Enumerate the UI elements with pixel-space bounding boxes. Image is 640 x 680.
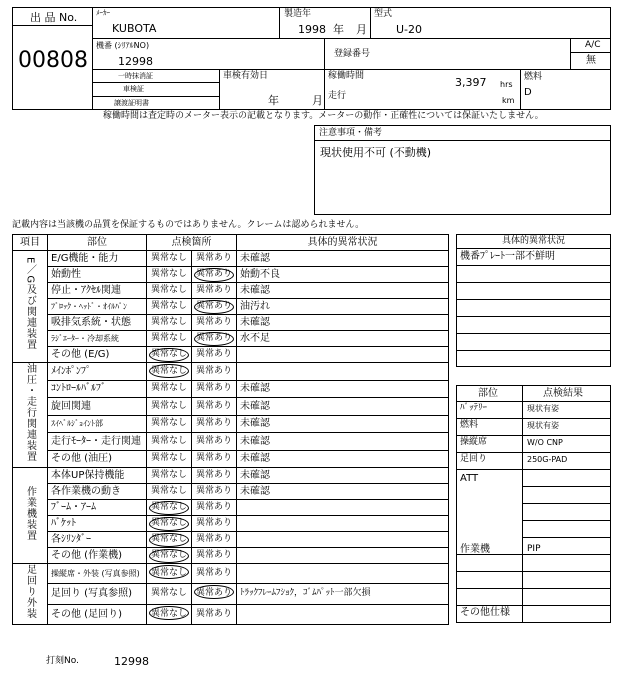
result-part: 燃料 (460, 420, 479, 430)
inspection-label: 車検有効日 (223, 71, 269, 81)
work-label: 作業機 (460, 544, 490, 555)
abnormal-cell: 異常あり (192, 604, 237, 624)
insp-year-unit: 年 (268, 94, 279, 107)
group-label (13, 251, 48, 363)
check-row (13, 516, 449, 532)
abnormal-cell: 異常あり (192, 415, 237, 433)
detail-cell: 未確認 (237, 315, 449, 331)
month-unit: 月 (356, 23, 367, 36)
selected-circle (194, 332, 234, 346)
normal-cell: 異常なし (147, 331, 192, 347)
remarks-text: 現状使用不可 (不動機) (320, 146, 432, 159)
temp-cert-label: 一時抹消証 (118, 72, 153, 80)
abnormal-cell: 異常あり (192, 433, 237, 451)
abnormal-cell: 異常あり (192, 283, 237, 299)
detail-cell (237, 500, 449, 516)
hours-value: 3,397 (455, 76, 487, 89)
detail-cell (237, 347, 449, 363)
normal-cell: 異常なし (147, 450, 192, 468)
part-cell: その他 (油圧) (48, 450, 147, 468)
check-row (13, 251, 449, 267)
check-row (13, 347, 449, 363)
rule-line (456, 333, 611, 334)
normal-cell: 異常なし (147, 315, 192, 331)
part-cell: その他 (E/G) (48, 347, 147, 363)
detail-cell: 未確認 (237, 484, 449, 500)
col-check-header: 点検箇所 (147, 235, 237, 251)
rule-line (522, 520, 611, 521)
check-row (13, 283, 449, 299)
rule-line (522, 486, 611, 487)
ac-value: 無 (586, 55, 596, 66)
col-item-header: 項目 (13, 235, 48, 251)
detail-cell: 始動不良 (237, 267, 449, 283)
check-row (13, 484, 449, 500)
rule-line (522, 537, 611, 538)
part-cell: E/G機能・能力 (48, 251, 147, 267)
abnormal-cell: 異常あり (192, 363, 237, 381)
remarks-label: 注意事項・備考 (319, 128, 383, 138)
maker-label: ﾒｰｶｰ (96, 9, 110, 17)
detail-cell: 未確認 (237, 415, 449, 433)
results-result-header: 点検結果 (543, 388, 583, 399)
group-label-text: 足回り外装 (24, 564, 36, 619)
part-cell: 走行ﾓｰﾀｰ・走行関連 (48, 433, 147, 451)
fuel-value: D (524, 87, 532, 98)
normal-cell: 異常なし (147, 532, 192, 548)
mileage-label: 走行 (328, 91, 347, 101)
selected-circle (194, 585, 234, 599)
check-row (13, 468, 449, 484)
abnormal-cell: 異常あり (192, 450, 237, 468)
stamp-label: 打刻No. (46, 656, 79, 666)
group-label (13, 564, 48, 625)
result-part: 足回り (460, 454, 488, 464)
part-cell: その他 (作業機) (48, 548, 147, 564)
col-detail-header: 具体的異常状況 (237, 235, 449, 251)
selected-circle (149, 364, 189, 378)
normal-cell: 異常なし (147, 564, 192, 584)
rule-line (456, 248, 611, 249)
abnormal-cell: 異常あり (192, 564, 237, 584)
check-row (13, 380, 449, 398)
check-row (13, 450, 449, 468)
part-cell: ﾌﾞｰﾑ・ｱｰﾑ (48, 500, 147, 516)
selected-circle (149, 348, 189, 362)
ac-label: A/C (585, 40, 601, 50)
serial-label: 機番 (ｼﾘｱﾙNO) (96, 41, 150, 50)
part-cell: ｽｲﾍﾞﾙｼﾞｮｲﾝﾄ部 (48, 415, 147, 433)
insp-month-unit: 月 (312, 94, 323, 107)
detail-cell (237, 548, 449, 564)
abnormal-cell: 異常あり (192, 251, 237, 267)
year-unit: 年 (333, 23, 344, 36)
check-row (13, 315, 449, 331)
item-no: 00808 (18, 48, 88, 73)
abnormal-cell: 異常あり (192, 548, 237, 564)
part-cell: ﾒｲﾝﾎﾟﾝﾌﾟ (48, 363, 147, 381)
rule-line (456, 418, 611, 419)
results-part-header: 部位 (478, 388, 498, 399)
selected-circle (149, 533, 189, 547)
normal-cell: 異常なし (147, 267, 192, 283)
rule-line (522, 503, 611, 504)
model-label: 型式 (374, 9, 393, 19)
part-cell: ﾊﾞｹｯﾄ (48, 516, 147, 532)
part-cell: ﾌﾞﾛｯｸ・ﾍｯﾄﾞ・ｵｲﾙﾊﾟﾝ (48, 299, 147, 315)
normal-cell: 異常なし (147, 283, 192, 299)
abnormal-cell: 異常あり (192, 347, 237, 363)
vehicle-cert-label: 車検証 (123, 85, 144, 93)
normal-cell: 異常なし (147, 415, 192, 433)
rule-line (456, 316, 611, 317)
part-cell: ｺﾝﾄﾛｰﾙﾊﾞﾙﾌﾞ (48, 380, 147, 398)
check-row (13, 584, 449, 604)
normal-cell: 異常なし (147, 299, 192, 315)
right-abnormal-header: 具体的異常状況 (502, 236, 566, 246)
rule-line (456, 588, 611, 589)
col-part-header: 部位 (48, 235, 147, 251)
group-label (13, 468, 48, 564)
normal-cell: 異常なし (147, 380, 192, 398)
hours-unit: hrs (500, 80, 513, 89)
check-row (13, 267, 449, 283)
model-value: U-20 (396, 23, 423, 36)
normal-cell: 異常なし (147, 548, 192, 564)
part-cell: 停止・ｱｸｾﾙ関連 (48, 283, 147, 299)
selected-circle (194, 300, 234, 314)
part-cell: ﾗｼﾞｴｰﾀｰ・冷却系統 (48, 331, 147, 347)
normal-cell: 異常なし (147, 584, 192, 604)
detail-cell: 未確認 (237, 380, 449, 398)
abnormal-cell: 異常あり (192, 484, 237, 500)
year-label: 製造年 (284, 9, 312, 19)
transfer-cert-label: 譲渡証明書 (114, 99, 149, 107)
detail-cell (237, 516, 449, 532)
fuel-label: 燃料 (524, 72, 543, 82)
normal-cell: 異常なし (147, 398, 192, 416)
reg-label: 登録番号 (334, 49, 371, 59)
group-label-text: 油圧・走行関連装置 (24, 363, 36, 462)
selected-circle (149, 517, 189, 531)
normal-cell: 異常なし (147, 347, 192, 363)
detail-cell: 未確認 (237, 468, 449, 484)
part-cell: 各ｼﾘﾝﾀﾞｰ (48, 532, 147, 548)
abnormal-cell: 異常あり (192, 532, 237, 548)
rule-line (456, 452, 611, 453)
part-cell: 始動性 (48, 267, 147, 283)
check-row (13, 331, 449, 347)
notice-quality: 記載内容は当該機の品質を保証するものではありません。クレームは認められません。 (12, 220, 365, 230)
result-part: ﾊﾞｯﾃﾘｰ (460, 403, 488, 413)
rule-line (456, 401, 611, 402)
detail-cell (237, 604, 449, 624)
rule-line (456, 605, 611, 606)
att-label: ATT (460, 473, 479, 484)
work-value: PIP (527, 544, 541, 554)
detail-cell (237, 564, 449, 584)
detail-cell: 未確認 (237, 398, 449, 416)
part-cell: 各作業機の動き (48, 484, 147, 500)
abnormal-cell: 異常あり (192, 315, 237, 331)
group-label-text: E／G及び関連装置 (24, 257, 36, 351)
check-table (12, 234, 449, 625)
stamp-value: 12998 (114, 655, 149, 668)
abnormal-cell: 異常あり (192, 516, 237, 532)
check-row (13, 433, 449, 451)
rule-line (456, 350, 611, 351)
result-part: 操縦席 (460, 437, 488, 447)
detail-cell: 油汚れ (237, 299, 449, 315)
right-abnormal-text: 機番ﾌﾟﾚｰﾄ一部不鮮明 (460, 251, 555, 262)
detail-cell (237, 363, 449, 381)
abnormal-cell: 異常あり (192, 584, 237, 604)
check-row (13, 604, 449, 624)
detail-cell: 水不足 (237, 331, 449, 347)
abnormal-cell: 異常あり (192, 267, 237, 283)
km-unit: km (502, 96, 515, 105)
check-row (13, 564, 449, 584)
abnormal-cell: 異常あり (192, 500, 237, 516)
abnormal-cell: 異常あり (192, 299, 237, 315)
selected-circle (194, 268, 234, 282)
part-cell: 吸排気系統・状態 (48, 315, 147, 331)
abnormal-cell: 異常あり (192, 331, 237, 347)
normal-cell: 異常なし (147, 604, 192, 624)
normal-cell: 異常なし (147, 251, 192, 267)
other-spec-label: その他仕様 (460, 607, 510, 618)
part-cell: 本体UP保持機能 (48, 468, 147, 484)
check-row (13, 500, 449, 516)
serial-value: 12998 (118, 55, 153, 68)
detail-cell: 未確認 (237, 251, 449, 267)
part-cell: 足回り (写真参照) (48, 584, 147, 604)
normal-cell: 異常なし (147, 484, 192, 500)
normal-cell: 異常なし (147, 433, 192, 451)
check-row (13, 299, 449, 315)
check-row (13, 548, 449, 564)
result-value: W/O CNP (527, 438, 563, 447)
rule-line (456, 571, 611, 572)
check-row (13, 363, 449, 381)
result-value: 現状有姿 (527, 421, 559, 430)
selected-circle (149, 565, 189, 579)
result-value: 250G-PAD (527, 455, 568, 464)
normal-cell: 異常なし (147, 516, 192, 532)
group-label-text: 作業機装置 (24, 485, 36, 541)
detail-cell (237, 532, 449, 548)
group-label (13, 363, 48, 468)
rule-line (456, 282, 611, 283)
selected-circle (149, 501, 189, 515)
detail-cell: 未確認 (237, 450, 449, 468)
item-no-label: 出 品 No. (30, 11, 78, 24)
normal-cell: 異常なし (147, 363, 192, 381)
result-value: 現状有姿 (527, 404, 559, 413)
detail-cell: 未確認 (237, 283, 449, 299)
part-cell: 旋回関連 (48, 398, 147, 416)
part-cell: その他 (足回り) (48, 604, 147, 624)
maker-value: KUBOTA (112, 22, 157, 35)
rule-line (456, 299, 611, 300)
part-cell: 操縦席・外装 (写真参照) (48, 564, 147, 584)
check-row (13, 398, 449, 416)
normal-cell: 異常なし (147, 468, 192, 484)
year-value: 1998 (298, 23, 326, 36)
abnormal-cell: 異常あり (192, 398, 237, 416)
rule-line (456, 469, 611, 470)
selected-circle (149, 549, 189, 563)
notice-hours: 稼働時間は査定時のメーター表示の記載となります。メーターの動作・正確性については保証いたしません。 (103, 111, 544, 121)
normal-cell: 異常なし (147, 500, 192, 516)
hours-label: 稼働時間 (328, 71, 365, 81)
check-row (13, 415, 449, 433)
selected-circle (149, 606, 189, 620)
detail-cell: 未確認 (237, 433, 449, 451)
rule-line (456, 435, 611, 436)
check-row (13, 532, 449, 548)
abnormal-cell: 異常あり (192, 468, 237, 484)
rule-line (456, 265, 611, 266)
abnormal-cell: 異常あり (192, 380, 237, 398)
detail-cell: ﾄﾗｯｸﾌﾚｰﾑﾌｼｮｸ，ｺﾞﾑﾊﾟｯﾄ一部欠損 (237, 584, 449, 604)
